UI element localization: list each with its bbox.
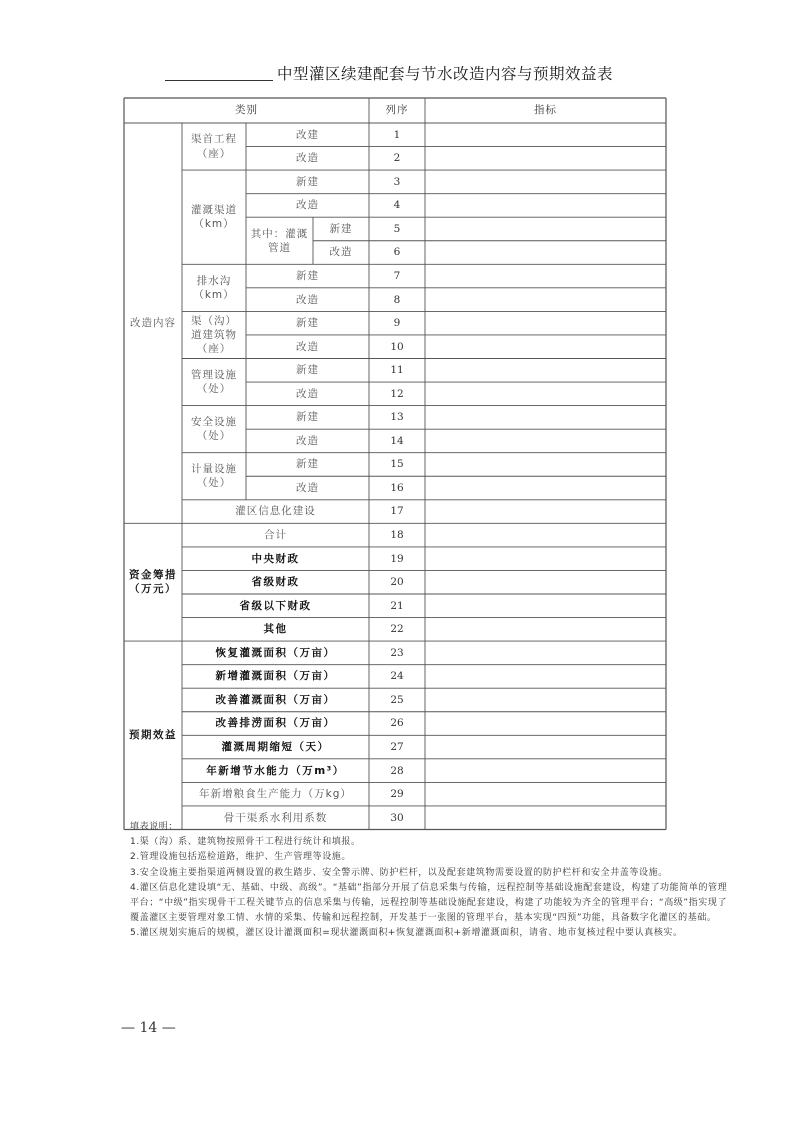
row-number-22: 22 [390, 623, 404, 636]
fill-instructions [130, 820, 730, 942]
row-number-23: 23 [390, 646, 404, 659]
title-text: 中型灌区续建配套与节水改造内容与预期效益表 [277, 65, 614, 83]
indicator-cell[interactable] [425, 523, 666, 547]
sub-anquan: 安全设施 （处） [191, 415, 237, 443]
row-number-5: 5 [393, 222, 401, 235]
row-number-14: 14 [390, 434, 404, 447]
action-row-14: 改造 [296, 434, 319, 447]
header-category: 类别 [235, 104, 258, 117]
row-number-15: 15 [390, 458, 404, 471]
action-row-2: 改造 [296, 152, 319, 165]
group-label-gaizao: 改造内容 [130, 317, 176, 330]
note-item-3: 3.安全设施主要指渠道两侧设置的救生踏步、安全警示牌、防护栏杆，以及配套建筑物需要设置的防护栏杆和安全井盖等设施。 [130, 867, 668, 878]
indicator-cell[interactable] [425, 288, 666, 312]
action-row-10: 改造 [296, 340, 319, 353]
indicator-cell[interactable] [425, 359, 666, 383]
row-number-25: 25 [390, 693, 404, 706]
indicator-cell[interactable] [425, 782, 666, 806]
sub-guanli: 管理设施 （处） [191, 368, 237, 396]
row-number-8: 8 [393, 293, 401, 306]
action-row-15: 新建 [296, 458, 319, 471]
group-label-zijin: 资金筹措 （万元） [129, 569, 177, 596]
row-number-21: 21 [390, 599, 404, 612]
page-number: — 14 — [121, 1020, 176, 1036]
fund-row-19: 中央财政 [251, 552, 300, 565]
row-number-17: 17 [390, 505, 404, 518]
benefit-row-29: 年新增粮食生产能力（万kg） [199, 788, 352, 801]
indicator-cell[interactable] [425, 665, 666, 689]
notes-heading: 填表说明： [130, 822, 179, 832]
indicator-cell[interactable] [425, 547, 666, 571]
sub-paishui: 排水沟 （km） [193, 274, 235, 301]
action-row-12: 改造 [296, 387, 319, 400]
sub-qudao_jianzhu: 渠（沟） 道建筑物 （座） [191, 314, 237, 356]
row-number-10: 10 [390, 340, 404, 353]
note-item-1: 1.渠（沟）系、建筑物按照骨干工程进行统计和填报。 [130, 837, 361, 848]
benefit-row-23: 恢复灌溉面积（万亩） [215, 646, 336, 659]
indicator-cell[interactable] [425, 641, 666, 665]
benefit-row-25: 改善灌溉面积（万亩） [215, 693, 336, 706]
indicator-cell[interactable] [425, 618, 666, 642]
action-row-3: 新建 [296, 175, 319, 188]
indicator-cell[interactable] [425, 406, 666, 430]
indicator-cell[interactable] [425, 147, 666, 171]
indicator-cell[interactable] [425, 712, 666, 736]
row-number-27: 27 [390, 740, 404, 753]
row-number-20: 20 [390, 576, 404, 589]
row-number-30: 30 [390, 811, 404, 824]
note-item-5: 5.灌区规划实施后的规模，灌区设计灌溉面积=现状灌溉面积+恢复灌溉面积+新增灌溉面积，请省、地市复核过程中要认真核实。 [130, 928, 683, 939]
row-number-7: 7 [393, 269, 401, 282]
row-number-26: 26 [390, 717, 404, 730]
indicator-cell[interactable] [425, 382, 666, 406]
action-row-8: 改造 [296, 293, 319, 306]
row-number-24: 24 [390, 670, 404, 683]
fund-row-18: 合计 [264, 529, 287, 542]
row-number-4: 4 [393, 199, 401, 212]
action-row-11: 新建 [296, 364, 319, 377]
header-indicator: 指标 [534, 104, 557, 117]
indicator-cell[interactable] [425, 500, 666, 524]
row-number-1: 1 [393, 128, 401, 141]
info-construction: 灌区信息化建设 [235, 505, 316, 518]
row-number-2: 2 [393, 152, 401, 165]
row-number-28: 28 [390, 764, 404, 777]
action-row-13: 新建 [296, 411, 319, 424]
indicator-cell[interactable] [425, 264, 666, 288]
action-row-5: 新建 [329, 222, 353, 235]
action-row-4: 改造 [296, 199, 319, 212]
indicator-cell[interactable] [425, 759, 666, 783]
row-number-18: 18 [390, 529, 404, 542]
row-number-3: 3 [393, 175, 401, 188]
indicator-cell[interactable] [425, 123, 666, 147]
benefit-row-30: 骨干渠系水利用系数 [223, 811, 328, 824]
fund-row-21: 省级以下财政 [239, 599, 312, 612]
indicator-cell[interactable] [425, 335, 666, 359]
header-order: 列序 [385, 104, 409, 117]
action-row-7: 新建 [296, 269, 319, 282]
row-number-6: 6 [393, 246, 401, 259]
indicator-cell[interactable] [425, 570, 666, 594]
sub-guangai: 灌溉渠道 （km） [191, 204, 237, 231]
row-number-9: 9 [393, 317, 401, 330]
sub-jiliang: 计量设施 （处） [191, 463, 237, 490]
benefit-row-24: 新增灌溉面积（万亩） [215, 670, 336, 683]
row-number-29: 29 [390, 788, 404, 801]
benefit-row-26: 改善排涝面积（万亩） [215, 717, 336, 730]
indicator-cell[interactable] [425, 241, 666, 265]
benefit-row-28: 年新增节水能力（万m³） [206, 764, 345, 777]
indicator-cell[interactable] [425, 688, 666, 712]
indicator-cell[interactable] [425, 217, 666, 241]
indicator-cell[interactable] [425, 594, 666, 618]
indicator-cell[interactable] [425, 429, 666, 453]
note-item-2: 2.管理设施包括巡检道路，维护、生产管理等设施。 [130, 852, 351, 863]
action-row-9: 新建 [296, 317, 319, 330]
action-row-6: 改造 [329, 246, 353, 259]
row-number-11: 11 [390, 364, 404, 377]
group-label-xiaoyi: 预期效益 [129, 729, 177, 742]
indicator-cell[interactable] [425, 476, 666, 500]
fund-row-22: 其他 [263, 623, 288, 636]
benefit-row-27: 灌溉周期缩短（天） [221, 740, 330, 753]
fund-row-20: 省级财政 [251, 576, 300, 589]
row-number-19: 19 [390, 552, 404, 565]
sub-guandao: 其中：灌溉 管道 [250, 227, 309, 254]
row-number-12: 12 [390, 387, 404, 400]
sub-qushou: 渠首工程 （座） [191, 133, 237, 160]
indicator-cell[interactable] [425, 311, 666, 335]
row-number-16: 16 [390, 481, 404, 494]
action-row-16: 改造 [296, 481, 319, 494]
indicator-cell[interactable] [425, 735, 666, 759]
row-number-13: 13 [390, 411, 404, 424]
action-row-1: 改建 [296, 128, 319, 141]
note-item-4: 4.灌区信息化建设填“无、基础、中级、高级”。“基础”指部分开展了信息采集与传输，远程控制等基础设施配套建设，构建了功能简单的管理平台；“中级”指实现骨干工程关键节点的信息采集与传输，远程控制等基础设施配套建设，构建了功能较为齐全的管理平台；“高级”指实现了覆盖灌区主要管理对象工情、水情的采集、传输和远程控制，开发基于一张图的管理平台，基本实现“四预”功能，具备数字化灌区的基础。 [130, 882, 728, 924]
indicator-cell[interactable] [425, 453, 666, 477]
indicator-cell[interactable] [425, 194, 666, 218]
indicator-cell[interactable] [425, 170, 666, 194]
